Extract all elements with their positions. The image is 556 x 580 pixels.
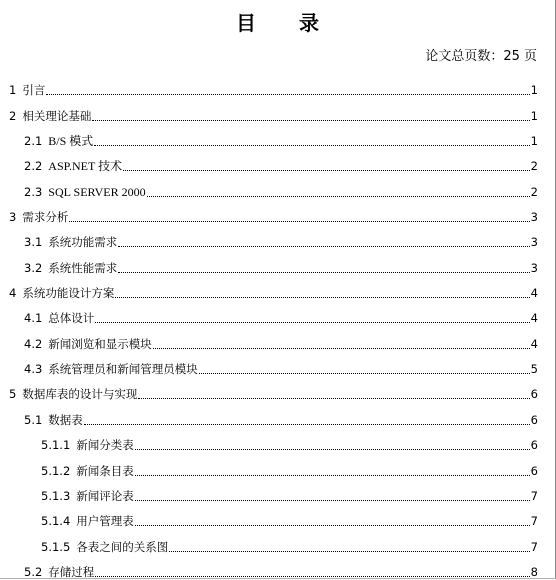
toc-entry-page: 1 bbox=[530, 108, 538, 123]
toc-dot-leader bbox=[46, 94, 529, 95]
toc-entry-number: 4.2 bbox=[24, 336, 43, 351]
toc-entry-page: 6 bbox=[530, 412, 538, 427]
toc-entry-text: ASP.NET 技术 bbox=[48, 159, 123, 174]
toc-dot-leader bbox=[135, 525, 530, 526]
toc-entry-number: 5.1 bbox=[24, 412, 43, 427]
toc-entry[interactable] bbox=[0, 276, 556, 301]
toc-entry[interactable] bbox=[0, 98, 556, 123]
toc-entry-label bbox=[41, 514, 134, 529]
toc-entry[interactable] bbox=[0, 174, 556, 199]
toc-entry-label bbox=[24, 565, 94, 580]
toc-entry[interactable] bbox=[0, 479, 556, 504]
toc-dot-leader bbox=[135, 500, 530, 501]
toc-dot-leader bbox=[95, 576, 529, 577]
toc-entry-number: 2.1 bbox=[24, 134, 43, 149]
toc-entry-page: 4 bbox=[530, 336, 538, 351]
toc-entry-text: 新闻浏览和显示模块 bbox=[48, 336, 152, 351]
toc-entry-page: 1 bbox=[530, 134, 538, 149]
toc-entry-text: 数据库表的设计与实现 bbox=[22, 387, 138, 402]
toc-entry[interactable] bbox=[0, 555, 556, 580]
toc-entry-label bbox=[24, 159, 122, 174]
toc-entry[interactable] bbox=[0, 428, 556, 453]
toc-entry[interactable] bbox=[0, 402, 556, 427]
toc-entry-text: 系统功能设计方案 bbox=[22, 286, 115, 301]
toc-entry-text: 系统管理员和新闻管理员模块 bbox=[48, 362, 198, 377]
toc-entry-text: 相关理论基础 bbox=[22, 108, 92, 123]
page-count-label: 论文总页数：25 页 bbox=[425, 49, 537, 64]
toc-entry-number: 4.3 bbox=[24, 362, 43, 377]
toc-entry-label bbox=[41, 540, 168, 555]
toc-entry-label bbox=[24, 311, 94, 326]
toc-entry-label bbox=[41, 489, 134, 504]
toc-dot-leader bbox=[118, 272, 529, 273]
toc-dot-leader bbox=[95, 322, 529, 323]
toc-entry-text: 新闻分类表 bbox=[76, 438, 134, 453]
toc-title: 目 录 bbox=[236, 11, 337, 35]
toc-dot-leader bbox=[115, 297, 529, 298]
toc-entry-text: 各表之间的关系图 bbox=[76, 539, 169, 554]
toc-entry-text: 总体设计 bbox=[48, 311, 95, 326]
toc-entry-page: 2 bbox=[530, 184, 538, 199]
toc-entry-text: 系统性能需求 bbox=[48, 260, 118, 275]
toc-entry[interactable] bbox=[0, 352, 556, 377]
toc-entry-label bbox=[9, 286, 114, 301]
toc-dot-leader bbox=[84, 424, 530, 425]
toc-dot-leader bbox=[199, 373, 530, 374]
toc-entry-text: 需求分析 bbox=[22, 210, 69, 225]
toc-entry-text: 新闻条目表 bbox=[76, 463, 134, 478]
toc-entry-text: 数据表 bbox=[48, 412, 83, 427]
toc-entry-number: 2.2 bbox=[24, 159, 43, 174]
toc-entry-number: 5.2 bbox=[24, 564, 43, 579]
toc-dot-leader bbox=[94, 145, 529, 146]
toc-entry-number: 1 bbox=[9, 83, 17, 98]
toc-entry-page: 4 bbox=[530, 286, 538, 301]
toc-entry-text: 存储过程 bbox=[48, 564, 95, 579]
toc-entry-label bbox=[24, 185, 146, 200]
toc-entry-number: 5 bbox=[9, 387, 17, 402]
toc-entry-page: 5 bbox=[530, 362, 538, 377]
toc-dot-leader bbox=[118, 246, 529, 247]
toc-entry-page: 8 bbox=[530, 564, 538, 579]
toc-entry-number: 5.1.4 bbox=[41, 514, 71, 529]
toc-entry[interactable] bbox=[0, 453, 556, 478]
toc-entry-page: 3 bbox=[530, 235, 538, 250]
toc-dot-leader bbox=[92, 120, 529, 121]
toc-entry-label bbox=[9, 109, 91, 124]
toc-entry[interactable] bbox=[0, 225, 556, 250]
toc-entry-label bbox=[41, 438, 134, 453]
toc-entry[interactable] bbox=[0, 250, 556, 275]
toc-entry[interactable] bbox=[0, 73, 556, 98]
toc-entry-page: 1 bbox=[530, 83, 538, 98]
toc-entry-page: 2 bbox=[530, 159, 538, 174]
toc-entry-label bbox=[24, 261, 117, 276]
toc-entry-page: 3 bbox=[530, 260, 538, 275]
toc-entry-number: 5.1.2 bbox=[41, 463, 71, 478]
toc-entry[interactable] bbox=[0, 200, 556, 225]
toc-entry-label bbox=[9, 83, 45, 98]
toc-entry-label bbox=[24, 134, 93, 149]
toc-dot-leader bbox=[135, 449, 530, 450]
toc-entry-number: 4 bbox=[9, 286, 17, 301]
toc-entry-text: 新闻评论表 bbox=[76, 488, 134, 503]
toc-entry-number: 3.2 bbox=[24, 260, 43, 275]
toc-entry[interactable] bbox=[0, 326, 556, 351]
toc-entry[interactable] bbox=[0, 504, 556, 529]
toc-entry-page: 3 bbox=[530, 210, 538, 225]
toc-dot-leader bbox=[69, 221, 529, 222]
toc-dot-leader bbox=[169, 551, 529, 552]
toc-entry-number: 2.3 bbox=[24, 184, 43, 199]
toc-entry-label bbox=[24, 235, 117, 250]
toc-entry[interactable] bbox=[0, 149, 556, 174]
toc-entry-label bbox=[9, 210, 68, 225]
toc-entry[interactable] bbox=[0, 301, 556, 326]
toc-entry-text: 用户管理表 bbox=[76, 514, 134, 529]
toc-entry-number: 3.1 bbox=[24, 235, 43, 250]
toc-entry-label bbox=[24, 362, 198, 377]
toc-entry-number: 5.1.3 bbox=[41, 488, 71, 503]
toc-entry-page: 7 bbox=[530, 488, 538, 503]
toc-entry-label bbox=[41, 464, 134, 479]
toc-dot-leader bbox=[123, 170, 530, 171]
toc-entry-number: 3 bbox=[9, 210, 17, 225]
toc-entry-text: 引言 bbox=[22, 83, 46, 98]
toc-entry-page: 6 bbox=[530, 387, 538, 402]
toc-entry-page: 6 bbox=[530, 463, 538, 478]
toc-entry[interactable] bbox=[0, 377, 556, 402]
toc-entry[interactable] bbox=[0, 124, 556, 149]
toc-entry-number: 4.1 bbox=[24, 311, 43, 326]
toc-entry-page: 7 bbox=[530, 539, 538, 554]
toc-dot-leader bbox=[135, 475, 530, 476]
toc-entry-label bbox=[24, 337, 152, 352]
toc-entry-number: 5.1.5 bbox=[41, 539, 71, 554]
toc-entry[interactable] bbox=[0, 529, 556, 554]
toc-entry-page: 7 bbox=[530, 514, 538, 529]
toc-entry-page: 4 bbox=[530, 311, 538, 326]
toc-entry-number: 2 bbox=[9, 108, 17, 123]
toc-entry-text: B/S 模式 bbox=[48, 134, 94, 149]
toc-entry-label bbox=[24, 413, 83, 428]
toc-dot-leader bbox=[153, 348, 530, 349]
toc-dot-leader bbox=[147, 196, 530, 197]
table-of-contents bbox=[0, 73, 556, 580]
toc-entry-page: 6 bbox=[530, 438, 538, 453]
toc-entry-text: 系统功能需求 bbox=[48, 235, 118, 250]
toc-entry-text: SQL SERVER 2000 bbox=[48, 184, 146, 199]
toc-dot-leader bbox=[138, 398, 529, 399]
toc-entry-number: 5.1.1 bbox=[41, 438, 71, 453]
toc-entry-label bbox=[9, 387, 137, 402]
